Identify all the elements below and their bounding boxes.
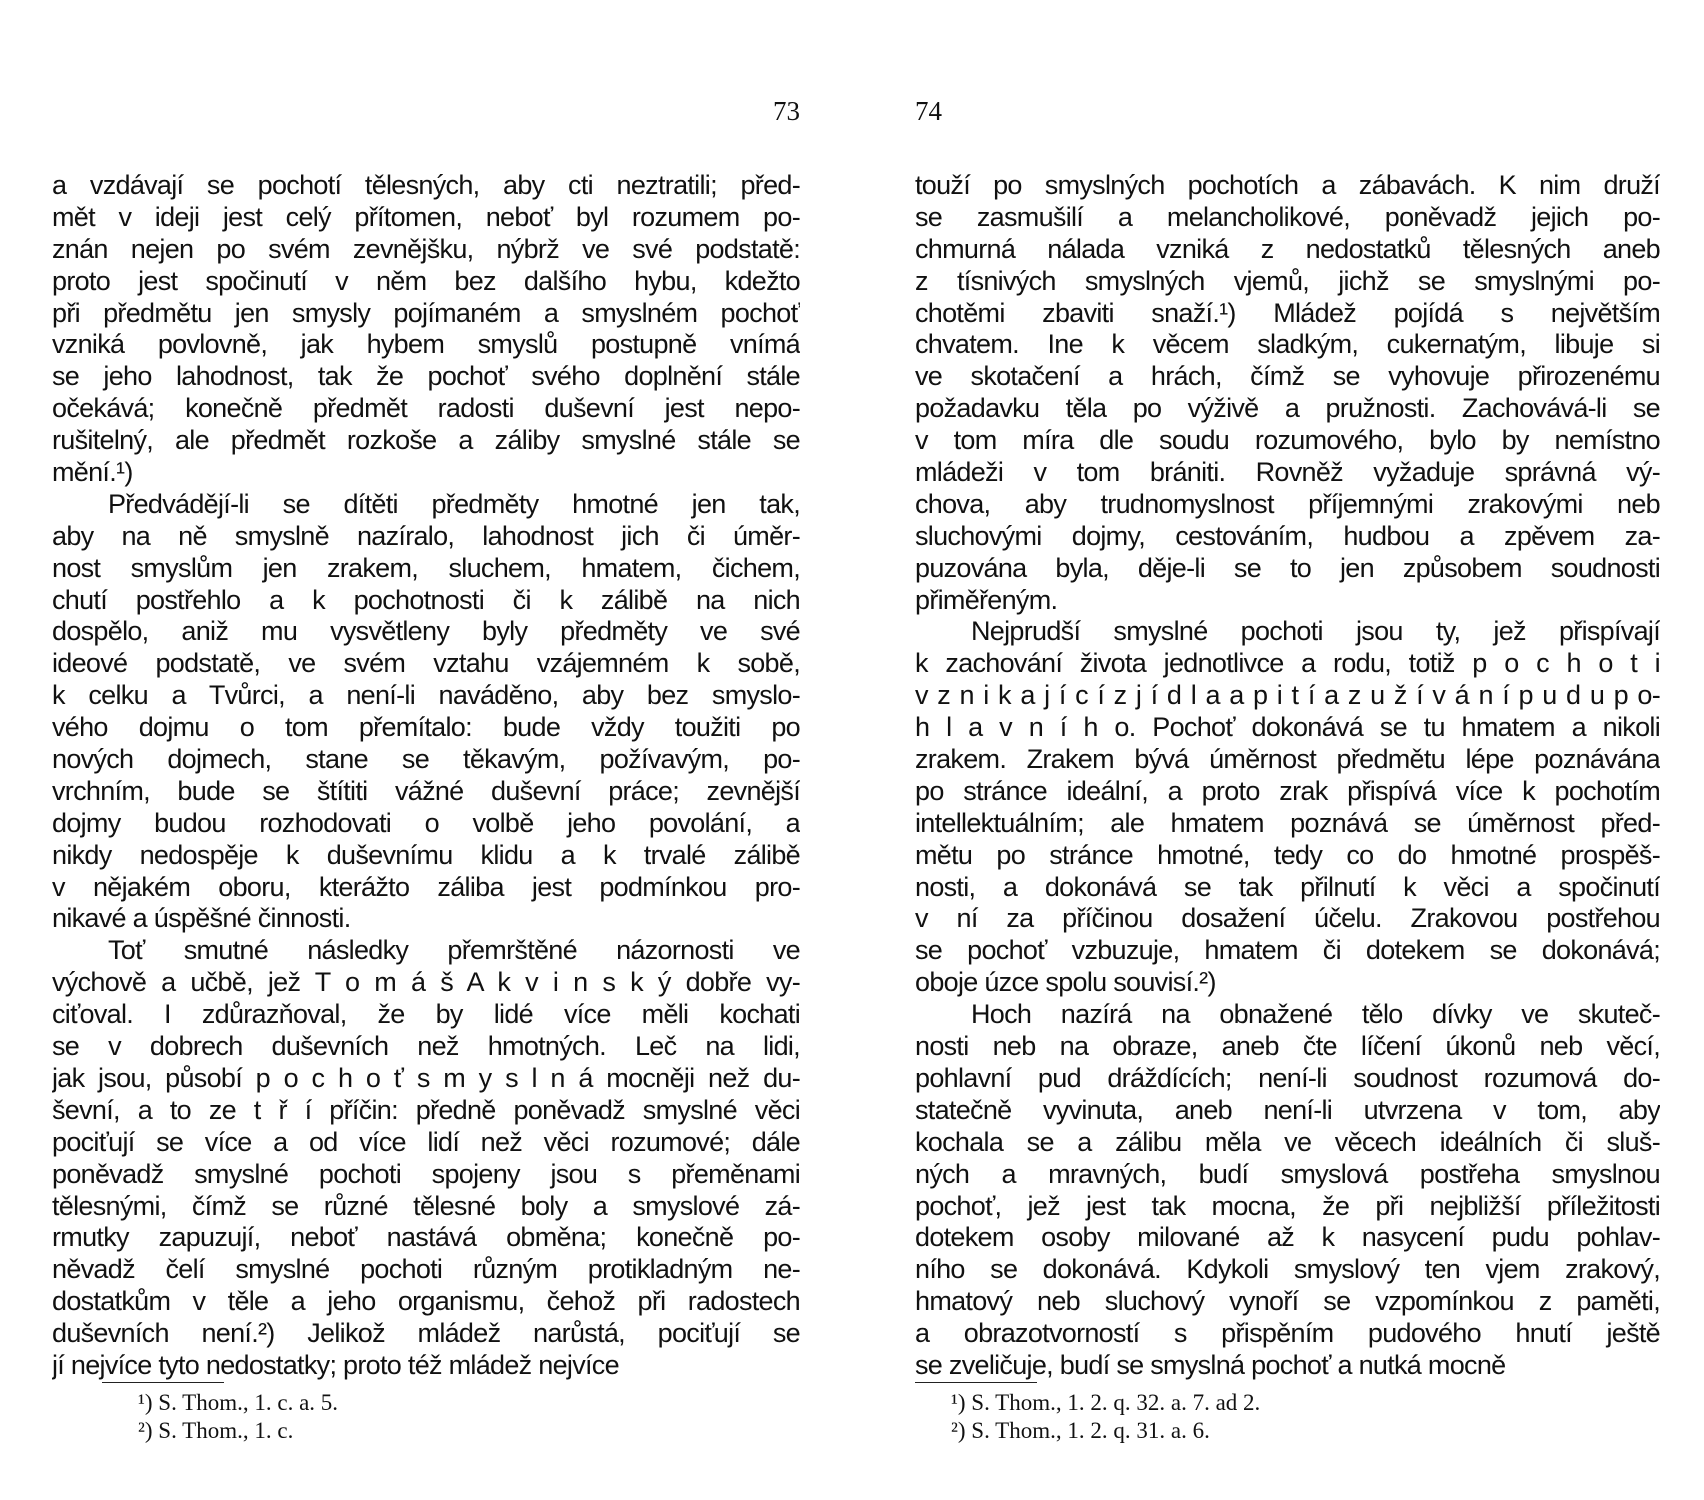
page-body <box>52 170 800 1382</box>
text-line: chutí postřehlo a k pochotnosti či k zálibě na nich <box>52 584 800 615</box>
text-line: intellektuálním; ale hmatem poznává se úměrnost před- <box>915 807 1660 838</box>
text-line: jí nejvíce tyto nedostatky; proto též mládež nejvíce <box>52 1349 619 1380</box>
text-line: dospělo, aniž mu vysvětleny byly předměty ve své <box>52 616 800 647</box>
text-line: chova, aby trudnomyslnost příjemnými zrakovými neb <box>915 488 1660 519</box>
text-line: při předmětu jen smysly pojímaném a smyslném pochoť <box>52 297 800 328</box>
text-line: chotěmi zbaviti snaží.¹) Mládež pojídá s největším <box>915 297 1660 328</box>
text-line: ního se dokonává. Kdykoli smyslový ten vjem zrakový, <box>915 1254 1660 1285</box>
text-line: pociťují se více a od více lidí než věci rozumové; dále <box>52 1126 800 1157</box>
text-line: nosti, a dokonává se tak přilnutí k věci a spočinutí <box>915 871 1660 902</box>
page-body <box>915 170 1660 1382</box>
text-line: zrakem. Zrakem bývá úměrnost předmětu lépe poznávána <box>915 744 1660 775</box>
text-line: vého dojmu o tom přemítalo: bude vždy toužiti po <box>52 712 800 743</box>
text-line: se v dobrech duševních než hmotných. Leč na lidi, <box>52 1031 800 1062</box>
text-line: poněvadž smyslné pochoti spojeny jsou s přeměnami <box>52 1158 800 1189</box>
text-line: dojmy budou rozhodovati o volbě jeho povolání, a <box>52 807 800 838</box>
text-line: pochoť, jež jest tak mocna, že při nejbližší příležitosti <box>915 1190 1660 1221</box>
text-line: výchově a učbě, jež T o m á š A k v i n s k ý dobře vy- <box>52 967 800 998</box>
text-line: mětu po stránce hmotné, tedy co do hmotné prospěš- <box>915 839 1660 870</box>
text-line: v nějakém oboru, kterážto záliba jest podmínkou pro- <box>52 871 800 902</box>
text-line: touží po smyslných pochotích a zábavách. K nim druží <box>915 170 1660 200</box>
footnote-rule <box>915 1382 1261 1445</box>
text-line: rmutky zapuzují, neboť nastává obměna; konečně po- <box>52 1222 800 1253</box>
text-line: z tísnivých smyslných vjemů, jichž se smyslnými po- <box>915 265 1660 296</box>
text-line: statečně vyvinuta, aneb není-li utvrzena v tom, aby <box>915 1094 1660 1125</box>
text-line: přiměřeným. <box>915 584 1058 615</box>
text-line: a vzdávají se pochotí tělesných, aby cti neztratili; před- <box>52 170 800 200</box>
text-line: něvadž čelí smyslné pochoti různým protikladným ne- <box>52 1254 800 1285</box>
text-line: v ní za příčinou dosažení účelu. Zrakovou postřehou <box>915 903 1660 934</box>
text-line: k zachování života jednotlivce a rodu, totiž p o c h o t i <box>915 648 1660 679</box>
footnotes <box>915 1389 1261 1445</box>
text-line: vzniká povlovně, jak hybem smyslů postupně vnímá <box>52 329 800 360</box>
text-line: chmurná nálada vzniká z nedostatků tělesných aneb <box>915 233 1660 264</box>
text-line: kochala se a zálibu měla ve věcech ideálních či sluš- <box>915 1126 1660 1157</box>
text-line: puzována byla, děje-li se to jen způsobem soudnosti <box>915 552 1660 583</box>
text-line: nových dojmech, stane se těkavým, požívavým, po- <box>52 744 800 775</box>
text-line: požadavku těla po výživě a pružnosti. Zachovává-li se <box>915 393 1660 424</box>
text-line: nost smyslům jen zrakem, sluchem, hmatem, čichem, <box>52 552 800 583</box>
text-line: ve skotačení a hrách, čímž se vyhovuje přirozenému <box>915 361 1660 392</box>
text-line: rušitelný, ale předmět rozkoše a záliby smyslné stále se <box>52 425 800 456</box>
text-line: ševní, a to ze t ř í příčin: předně poněvadž smyslné věci <box>52 1094 800 1125</box>
text-line: se zasmušilí a melancholikové, poněvadž jejich po- <box>915 201 1660 232</box>
text-line: mění.¹) <box>52 457 133 488</box>
footnote: ¹) S. Thom., 1. 2. q. 32. a. 7. ad 2. <box>951 1390 1261 1415</box>
text-line: se jeho lahodnost, tak že pochoť svého doplnění stále <box>52 361 800 392</box>
text-line: dotekem osoby milované až k nasycení pudu pohlav- <box>915 1222 1660 1253</box>
footnote: ²) S. Thom., 1. c. <box>138 1418 294 1443</box>
text-line: po stránce ideální, a proto zrak přispívá více k pochotím <box>915 775 1660 806</box>
text-line: ciťoval. I zdůrazňoval, že by lidé více měli kochati <box>52 999 800 1030</box>
text-line: pohlavní pud dráždících; není-li soudnost rozumová do- <box>915 1062 1660 1093</box>
text-line: se zveličuje, budí se smyslná pochoť a nutká mocně <box>915 1349 1506 1380</box>
text-line: k celku a Tvůrci, a není-li naváděno, aby bez smyslo- <box>52 680 800 711</box>
text-line: ideové podstatě, ve svém vztahu vzájemném k sobě, <box>52 648 800 679</box>
text-line: vrchním, bude se štítiti vážné duševní práce; zevnější <box>52 775 800 806</box>
text-line: aby na ně smyslně nazíralo, lahodnost jich či úměr- <box>52 520 800 551</box>
page-number: 74 <box>915 96 942 126</box>
text-line: jak jsou, působí p o c h o ť s m y s l n á mocněji než du- <box>52 1062 800 1093</box>
text-line: nikdy nedospěje k duševnímu klidu a k trvalé zálibě <box>52 839 800 870</box>
text-line: mět v ideji jest celý přítomen, neboť byl rozumem po- <box>52 201 800 232</box>
text-line: v tom míra dle soudu rozumového, bylo by nemístno <box>915 425 1660 456</box>
text-line: Toť smutné následky přemrštěné názornosti ve <box>108 935 800 966</box>
text-line: znán nejen po svém zevnějšku, nýbrž ve své podstatě: <box>52 233 800 264</box>
text-line: nikavé a úspěšné činnosti. <box>52 903 351 934</box>
text-line: sluchovými dojmy, cestováním, hudbou a zpěvem za- <box>915 520 1660 551</box>
text-line: dostatkům v těle a jeho organismu, čehož při radostech <box>52 1286 800 1317</box>
text-line: hmatový neb sluchový vynoří se vzpomínkou z paměti, <box>915 1286 1660 1317</box>
text-line: proto jest spočinutí v něm bez dalšího hybu, kdežto <box>52 265 800 296</box>
text-line: tělesnými, čímž se různé tělesné boly a smyslové zá- <box>52 1190 800 1221</box>
text-line: h l a v n í h o. Pochoť dokonává se tu hmatem a nikoli <box>915 712 1660 743</box>
text-line: chvatem. Ine k věcem sladkým, cukernatým, libuje si <box>915 329 1660 360</box>
text-line: Nejprudší smyslné pochoti jsou ty, jež přispívají <box>971 616 1660 647</box>
footnote: ¹) S. Thom., 1. c. a. 5. <box>138 1390 339 1415</box>
text-line: Hoch nazírá na obnažené tělo dívky ve skuteč- <box>971 999 1660 1030</box>
text-line: Předvádějí-li se dítěti předměty hmotné jen tak, <box>108 488 800 519</box>
text-line: v z n i k a j í c í z j í d l a a p i t í a z u ž í v á n í p u d u p o- <box>915 680 1660 711</box>
text-line: duševních není.²) Jelikož mládež narůstá, pociťují se <box>52 1318 800 1349</box>
text-line: se pochoť vzbuzuje, hmatem či dotekem se dokonává; <box>915 935 1660 966</box>
text-line: očekává; konečně předmět radosti duševní jest nepo- <box>52 393 800 424</box>
text-line: a obrazotvorností s přispěním pudového hnutí ještě <box>915 1318 1660 1349</box>
page-number: 73 <box>773 96 800 126</box>
footnotes <box>102 1389 339 1445</box>
text-line: oboje úzce spolu souvisí.²) <box>915 967 1216 998</box>
text-line: mládeži v tom brániti. Rovněž vyžaduje správná vý- <box>915 457 1660 488</box>
text-line: nosti neb na obraze, aneb čte líčení úkonů neb věcí, <box>915 1031 1660 1062</box>
footnote-rule <box>102 1382 339 1445</box>
footnote: ²) S. Thom., 1. 2. q. 31. a. 6. <box>951 1418 1210 1443</box>
text-line: ných a mravných, budí smyslová postřeha smyslnou <box>915 1158 1660 1189</box>
